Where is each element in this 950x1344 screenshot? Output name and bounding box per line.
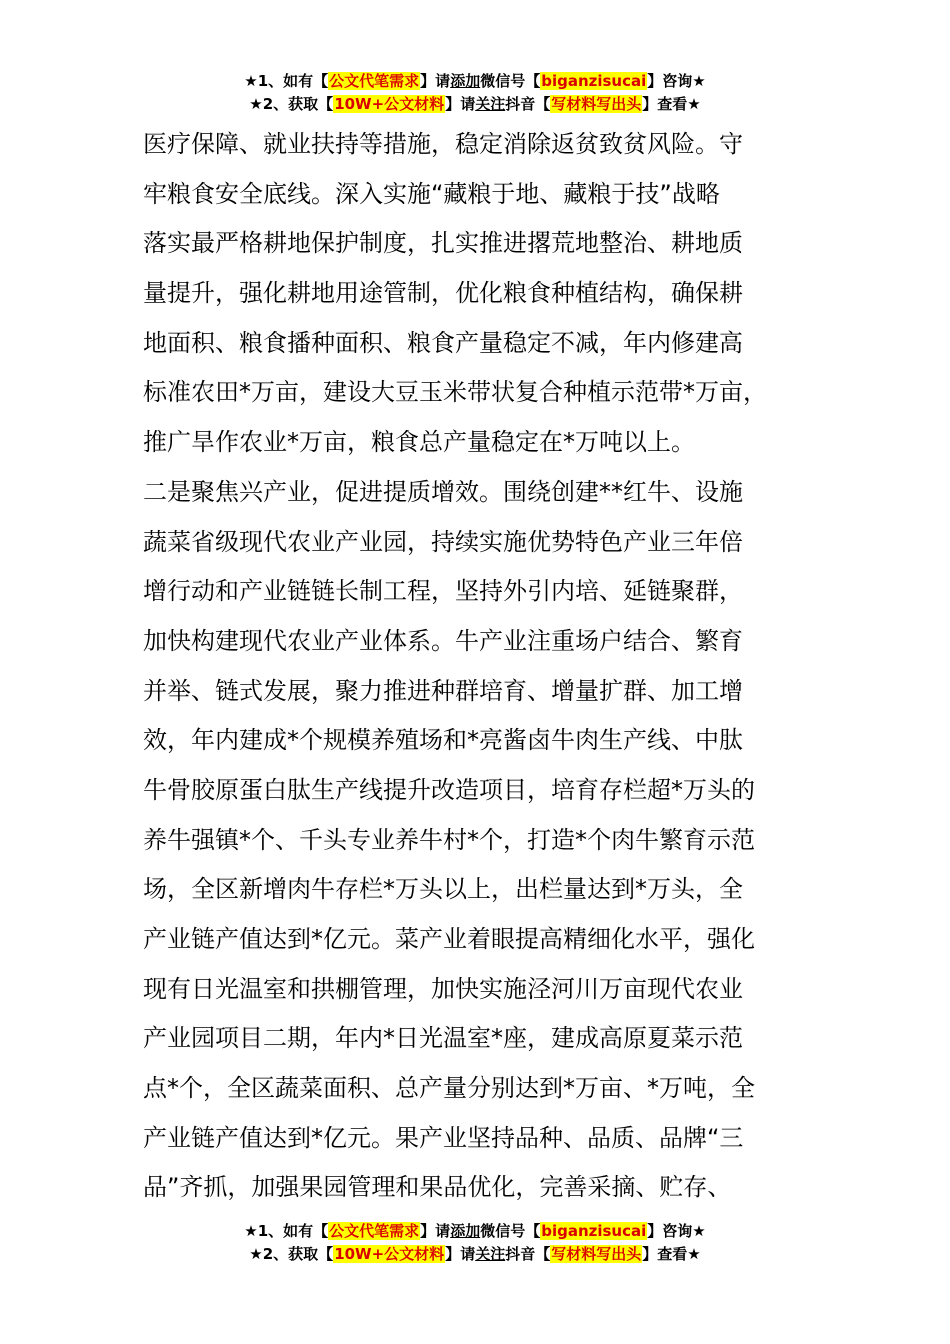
body-line: 地面积、粮食播种面积、粮食产量稳定不减，年内修建高 [143, 328, 743, 357]
banner-line-2 [0, 93, 950, 116]
body-line: 量提升，强化耕地用途管制，优化粮食种植结构，确保耕 [143, 279, 743, 308]
banner-text: 】请 [445, 95, 476, 113]
body-line: 点*个，全区蔬菜面积、总产量分别达到*万亩、*万吨，全 [143, 1074, 755, 1103]
banner-text: ★1、如有【 [244, 72, 329, 90]
body-line: 并举、链式发展，聚力推进种群培育、增量扩群、加工增 [143, 676, 743, 705]
banner-text: 微信号【 [480, 1222, 541, 1240]
banner-line-1 [0, 70, 950, 93]
top-banner [0, 70, 950, 116]
banner-text: 】查看★ [642, 1245, 701, 1263]
body-line: 产业园项目二期，年内*日光温室*座，建成高原夏菜示范 [143, 1024, 743, 1053]
body-line: 养牛强镇*个、千头专业养牛村*个，打造*个肉牛繁育示范 [143, 825, 755, 854]
highlight-wechat-id: biganzisucai [541, 1222, 647, 1240]
body-line: 品”齐抓，加强果园管理和果品优化，完善采摘、贮存、 [143, 1173, 732, 1202]
body-line: 推广旱作农业*万亩，粮食总产量稳定在*万吨以上。 [143, 428, 695, 457]
banner-text: 抖音【 [505, 1245, 551, 1263]
body-line: 加快构建现代农业产业体系。牛产业注重场户结合、繁育 [143, 626, 743, 655]
highlight-materials: 10W+公文材料 [334, 95, 445, 113]
banner-text: 】请 [420, 72, 451, 90]
body-line: 二是聚焦兴产业，促进提质增效。围绕创建**红牛、设施 [143, 477, 743, 506]
banner-line-1 [0, 1220, 950, 1243]
body-line: 牛骨胶原蛋白肽生产线提升改造项目，培育存栏超*万头的 [143, 775, 755, 804]
banner-text: 微信号【 [480, 72, 541, 90]
underlined-follow: 关注 [475, 1245, 506, 1263]
highlight-douyin-account: 写材料写出头 [551, 95, 642, 113]
banner-text: 】请 [445, 1245, 476, 1263]
highlight-douyin-account: 写材料写出头 [551, 1245, 642, 1263]
body-line: 产业链产值达到*亿元。果产业坚持品种、品质、品牌“三 [143, 1123, 744, 1152]
body-line: 蔬菜省级现代农业产业园，持续实施优势特色产业三年倍 [143, 527, 743, 556]
banner-text: 】咨询★ [647, 1222, 706, 1240]
banner-text: 】请 [420, 1222, 451, 1240]
banner-text: ★1、如有【 [244, 1222, 329, 1240]
body-line: 牢粮食安全底线。深入实施“藏粮于地、藏粮于技”战略 [143, 179, 720, 208]
banner-text: 抖音【 [505, 95, 551, 113]
highlight-materials: 10W+公文材料 [334, 1245, 445, 1263]
banner-text: 】咨询★ [647, 72, 706, 90]
banner-text: 】查看★ [642, 95, 701, 113]
banner-text: ★2、获取【 [249, 95, 334, 113]
underlined-follow: 关注 [475, 95, 506, 113]
body-line: 场，全区新增肉牛存栏*万头以上，出栏量达到*万头，全 [143, 875, 743, 904]
body-line: 效，年内建成*个规模养殖场和*亮酱卤牛肉生产线、中肽 [143, 726, 743, 755]
highlight-writing-service: 公文代笔需求 [329, 72, 420, 90]
body-line: 落实最严格耕地保护制度，扎实推进撂荒地整治、耕地质 [143, 229, 743, 258]
body-line: 产业链产值达到*亿元。菜产业着眼提高精细化水平，强化 [143, 925, 755, 953]
body-line: 现有日光温室和拱棚管理，加快实施泾河川万亩现代农业 [143, 974, 743, 1003]
body-line: 增行动和产业链链长制工程，坚持外引内培、延链聚群， [143, 577, 743, 606]
highlight-wechat-id: biganzisucai [541, 72, 647, 90]
document-body [143, 120, 843, 1213]
underlined-add: 添加 [450, 72, 481, 90]
banner-text: ★2、获取【 [249, 1245, 334, 1263]
highlight-writing-service: 公文代笔需求 [329, 1222, 420, 1240]
bottom-banner [0, 1220, 950, 1266]
underlined-add: 添加 [450, 1222, 481, 1240]
body-line: 医疗保障、就业扶持等措施，稳定消除返贫致贫风险。守 [143, 130, 743, 158]
body-line: 标准农田*万亩，建设大豆玉米带状复合种植示范带*万亩， [143, 378, 767, 407]
banner-line-2 [0, 1243, 950, 1266]
